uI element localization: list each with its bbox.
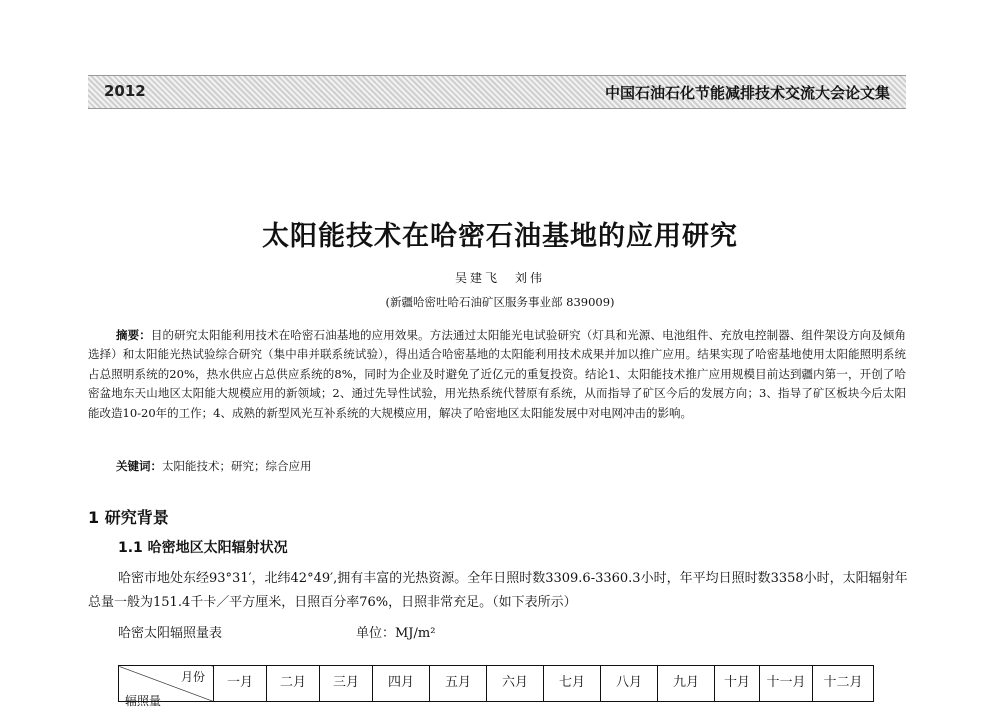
month-cell: 三月 [320, 666, 373, 702]
body-paragraph: 哈密市地处东经93°31′，北纬42°49′,拥有丰富的光热资源。全年日照时数3309.6-3360.3小时，年平均日照时数3358小时，太阳辐射年总量一般为151.4千卡／平方厘米，日照百分率76%，日照非常充足。（如下表所示） [88, 571, 908, 610]
header-year: 2012 [104, 82, 146, 100]
month-cell: 六月 [487, 666, 544, 702]
month-cell: 十二月 [813, 666, 874, 702]
corner-month-label: 月份 [180, 670, 205, 684]
section-heading: 1 研究背景 [88, 508, 169, 527]
keywords-label: 关键词： [116, 459, 162, 473]
abstract [88, 326, 906, 423]
month-cell: 十一月 [760, 666, 813, 702]
authors: 吴建飞 刘伟 [454, 271, 545, 285]
proceedings-title: 中国石油石化节能减排技术交流大会论文集 [604, 84, 890, 102]
keywords [116, 458, 312, 474]
month-cell: 一月 [214, 666, 267, 702]
table-corner-cell [119, 666, 214, 708]
month-cell: 二月 [267, 666, 320, 702]
corner-radiation-label: 辐照量 [125, 694, 162, 708]
month-cell: 五月 [430, 666, 487, 702]
month-cell: 七月 [544, 666, 601, 702]
abstract-text: 目的研究太阳能利用技术在哈密石油基地的应用效果。方法通过太阳能光电试验研究（灯具和光源、电池组件、充放电控制器、组件架设方向及倾角选择）和太阳能光热试验综合研究（集中串并联系统试验），得出适合哈密基地的太阳能利用技术成果并加以推广应用。结果实现了哈密基地使用太阳能照明系统占总照明系统的20%，热水供应占总供应系统的8%，同时为企业及时避免了近亿元的重复投资。结论1、太阳能技术推广应用规模目前达到疆内第一，开创了哈密盆地东天山地区太阳能大规模应用的新领域；2、通过先导性试验，用光热系统代替原有系统，从而指导了矿区今后的发展方向；3、指导了矿区板块今后太阳能改造10-20年的工作；4、成熟的新型风光互补系统的大规模应用，解决了哈密地区太阳能发展中对电网冲击的影响。 [88, 328, 906, 420]
paper-title: 太阳能技术在哈密石油基地的应用研究 [262, 221, 738, 252]
table-unit: 单位：MJ/m² [356, 626, 436, 641]
month-cell: 九月 [658, 666, 715, 702]
subsection-heading: 1.1 哈密地区太阳辐射状况 [118, 540, 288, 556]
affiliation: (新疆哈密吐哈石油矿区服务事业部 839009) [385, 295, 615, 309]
month-cell: 十月 [715, 666, 760, 702]
month-cell: 八月 [601, 666, 658, 702]
month-cell: 四月 [373, 666, 430, 702]
radiation-table [118, 665, 874, 708]
keywords-text: 太阳能技术；研究；综合应用 [162, 459, 312, 473]
abstract-label: 摘要： [116, 328, 151, 342]
table-caption: 哈密太阳辐照量表 [118, 626, 223, 641]
table-header-row [119, 666, 874, 702]
